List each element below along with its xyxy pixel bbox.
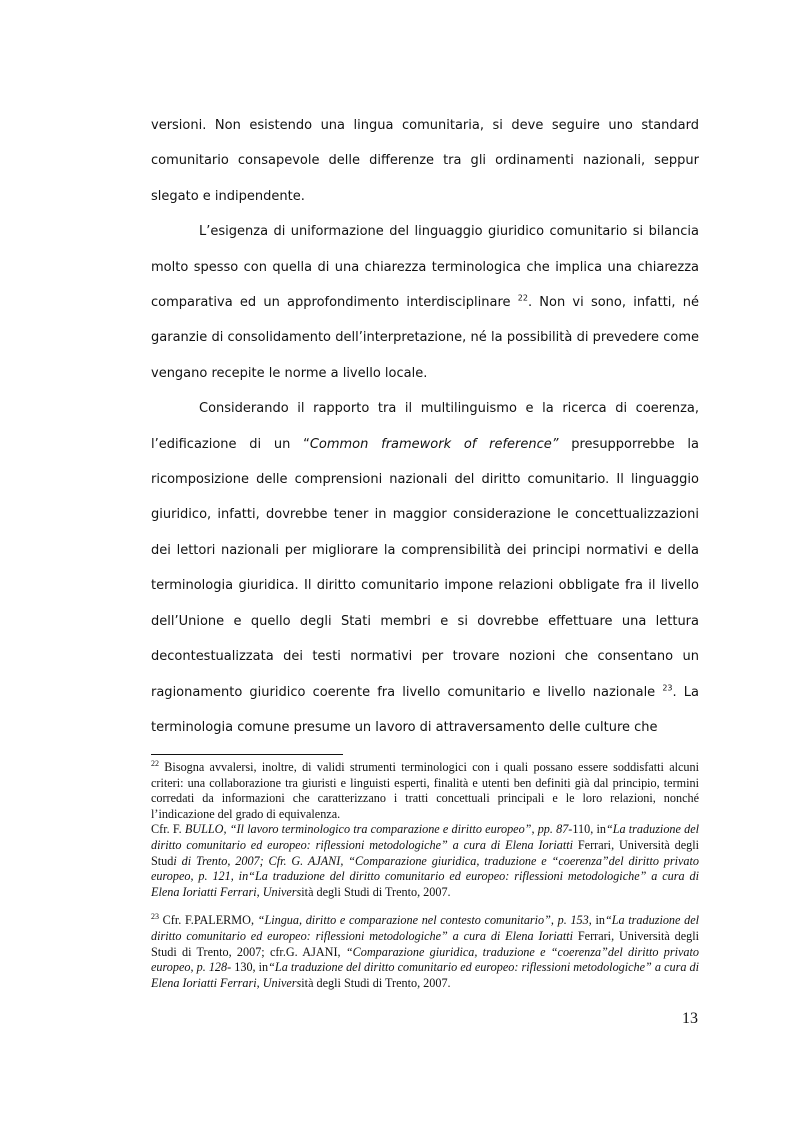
paragraph-2-text-b: . Non vi sono, infatti, né garanzie di consolidamento dell’interpretazione, né la possibilità di prevedere come vengano recepite le norme a livello locale.	[151, 295, 699, 381]
paragraph-3-text-c: . La terminologia comune presume un lavoro di attraversamento delle culture che	[151, 684, 699, 735]
footnote-23-cite-6: “Comparazione giuridica, traduzione e “coerenza”del diritto privato europeo, p. 128-	[151, 944, 699, 975]
footnote-separator	[151, 754, 343, 755]
footnote-ref-22[interactable]: 22	[517, 293, 528, 303]
footnote-ref-23[interactable]: 23	[662, 683, 673, 693]
footnote-23	[151, 913, 699, 991]
paragraph-2	[151, 214, 699, 391]
footnote-22-cite-6: i di Trento, 2007; Cfr. G. AJANI, “Comparazione giuridica, traduzione e “coerenza”del diritto privato europeo, p. 121, in“La traduzione del diritto comunitario ed europeo: riflessioni metodologiche” a cura di Elena Ioriatti Ferrari, Univers	[151, 853, 699, 899]
footnote-22-number: 22	[151, 758, 159, 768]
footnote-gap	[151, 900, 699, 913]
footnote-23-cite-9: ità degli Studi di Trento, 2007.	[301, 975, 451, 990]
footnote-22-cite-7: ità degli Studi di Trento, 2007.	[301, 884, 451, 899]
footnote-22-citation	[151, 822, 699, 900]
footnote-22-cite-3: 110, in	[572, 822, 606, 837]
footnote-23-cite-5: Ferrari, Università degli Studi di Trento, 2007; cfr.G. AJANI,	[151, 928, 700, 959]
paragraph-2-text-a: L’esigenza di uniformazione del linguaggio giuridico comunitario si bilancia molto spesso con quella di una chiarezza terminologica che implica una chiarezza comparativa ed un approfondimento interdisciplinare	[151, 224, 699, 311]
paragraph-3-text-a: Considerando il rapporto tra il multilinguismo e la ricerca di coerenza, l’edificazione di un “	[151, 401, 699, 452]
footnote-23-cite-8: “La traduzione del diritto comunitario ed europeo: riflessioni metodologiche” a cura di Elena Ioriatti Ferrari, Univers	[151, 960, 699, 990]
footnote-23-cite-1: Cfr. F.PALERMO,	[159, 913, 258, 928]
footnote-23-cite-7: 130, in	[231, 960, 269, 975]
paragraph-1	[151, 108, 699, 214]
footnote-22-cite-2: BULLO, “Il lavoro terminologico tra comparazione e diritto europeo”, pp. 87-	[184, 822, 573, 837]
footnote-22-cite-4: “La traduzione del diritto comunitario ed europeo: riflessioni metodologiche” a cura di Elena Ioriatti	[151, 822, 700, 852]
footnote-23-cite-3: , in	[588, 913, 605, 928]
footnote-23-number: 23	[151, 912, 159, 922]
page-number: 13	[682, 1010, 698, 1027]
paragraph-1-text: versioni. Non esistendo una lingua comunitaria, si deve seguire uno standard comunitario consapevole delle differenze tra gli ordinamenti nazionali, seppur slegato e indipendente.	[151, 118, 699, 204]
body-text	[151, 108, 699, 745]
footnotes	[151, 760, 699, 991]
footnote-22-cite-1: Cfr. F.	[151, 822, 185, 837]
paragraph-3	[151, 391, 699, 745]
footnote-22	[151, 760, 699, 822]
footnote-23-cite-4: “La traduzione del diritto comunitario ed europeo: riflessioni metodologiche” a cura di Elena Ioriatti	[151, 913, 700, 943]
paragraph-3-text-b: presupporrebbe la ricomposizione delle comprensioni nazionali del diritto comunitario. Il linguaggio giuridico, infatti, dovrebbe tener in maggior considerazione le concettualizzazioni dei lettori nazionali per migliorare la comprensibilità dei principi normativi e della terminologia giuridica. Il diritto comunitario impone relazioni obbligate fra il livello dell’Unione e quello degli Stati membri e si dovrebbe effettuare una lettura decontestualizzata dei testi normativi per trovare nozioni che consentano un ragionamento giuridico coerente fra livello comunitario e livello nazionale	[151, 436, 699, 700]
footnote-22-cite-5: Ferrari, Università degli Stud	[151, 837, 700, 868]
footnote-23-cite-2: “Lingua, diritto e comparazione nel contesto comunitario”, p. 153	[257, 913, 589, 928]
footnote-22-text: Bisogna avvalersi, inoltre, di validi strumenti terminologici con i quali possano essere soddisfatti alcuni criteri: una collaborazione tra giuristi e linguisti esperti, finalità e utenti ben definiti già dal principio, termini corredati da informazioni che caratterizzano i tratti concettuali principali e le loro relazioni, nonché l’indicazione del grado di equivalenza.	[151, 760, 699, 821]
paragraph-3-italic-term: Common framework of reference”	[309, 436, 559, 452]
